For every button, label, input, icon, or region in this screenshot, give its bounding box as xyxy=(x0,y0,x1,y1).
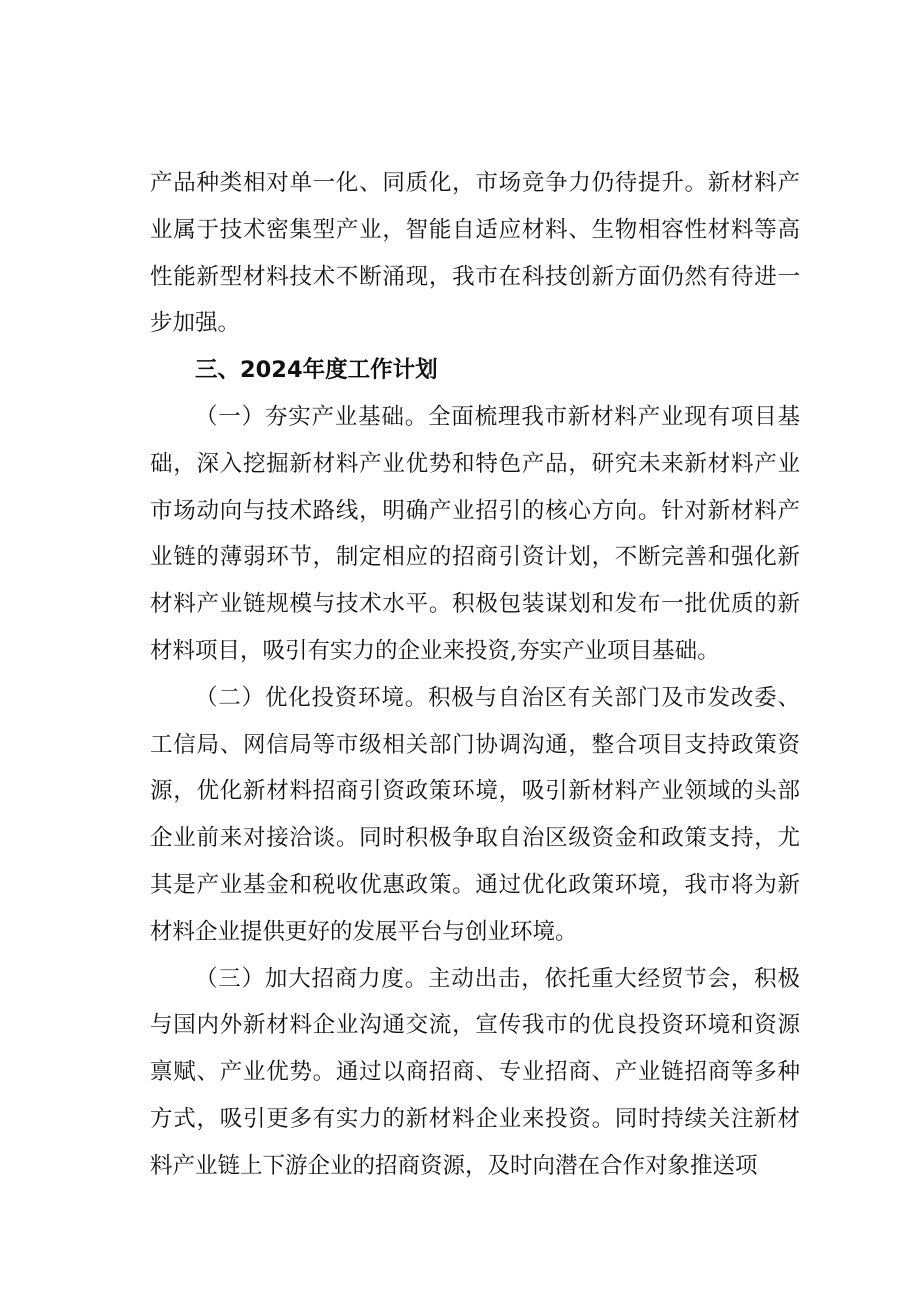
paragraph-consolidate-foundation: （一）夯实产业基础。全面梳理我市新材料产业现有项目基础，深入挖掘新材料产业优势和特色产品，研究未来新材料产业市场动向与技术路线，明确产业招引的核心方向。针对新材料产业链的薄弱环节，制定相应的招商引资计划，不断完善和强化新材料产业链规模与技术水平。积极包装谋划和发布一批优质的新材料项目，吸引有实力的企业来投资,夯实产业项目基础。 xyxy=(150,403,800,664)
paragraph-investment-promotion: （三）加大招商力度。主动出击，依托重大经贸节会，积极与国内外新材料企业沟通交流，宣传我市的优良投资环境和资源禀赋、产业优势。通过以商招商、专业招商、产业链招商等多种方式，吸引更多有实力的新材料企业来投资。同时持续关注新材料产业链上下游企业的招商资源，及时向潜在合作对象推送项 xyxy=(150,965,800,1179)
paragraph-optimize-environment: （二）优化投资环境。积极与自治区有关部门及市发改委、工信局、网信局等市级相关部门协调沟通，整合项目支持政策资源，优化新材料招商引资政策环境，吸引新材料产业领域的头部企业前来对接洽谈。同时积极争取自治区级资金和政策支持，尤其是产业基金和税收优惠政策。通过优化政策环境，我市将为新材料企业提供更好的发展平台与创业环境。 xyxy=(150,684,800,945)
section-heading-work-plan: 三、2024年度工作计划 xyxy=(195,357,438,384)
document-body xyxy=(150,160,800,1190)
paragraph-continuation: 产品种类相对单一化、同质化，市场竞争力仍待提升。新材料产业属于技术密集型产业，智能自适应材料、生物相容性材料等高性能新型材料技术不断涌现，我市在科技创新方面仍然有待进一步加强。 xyxy=(150,170,800,337)
